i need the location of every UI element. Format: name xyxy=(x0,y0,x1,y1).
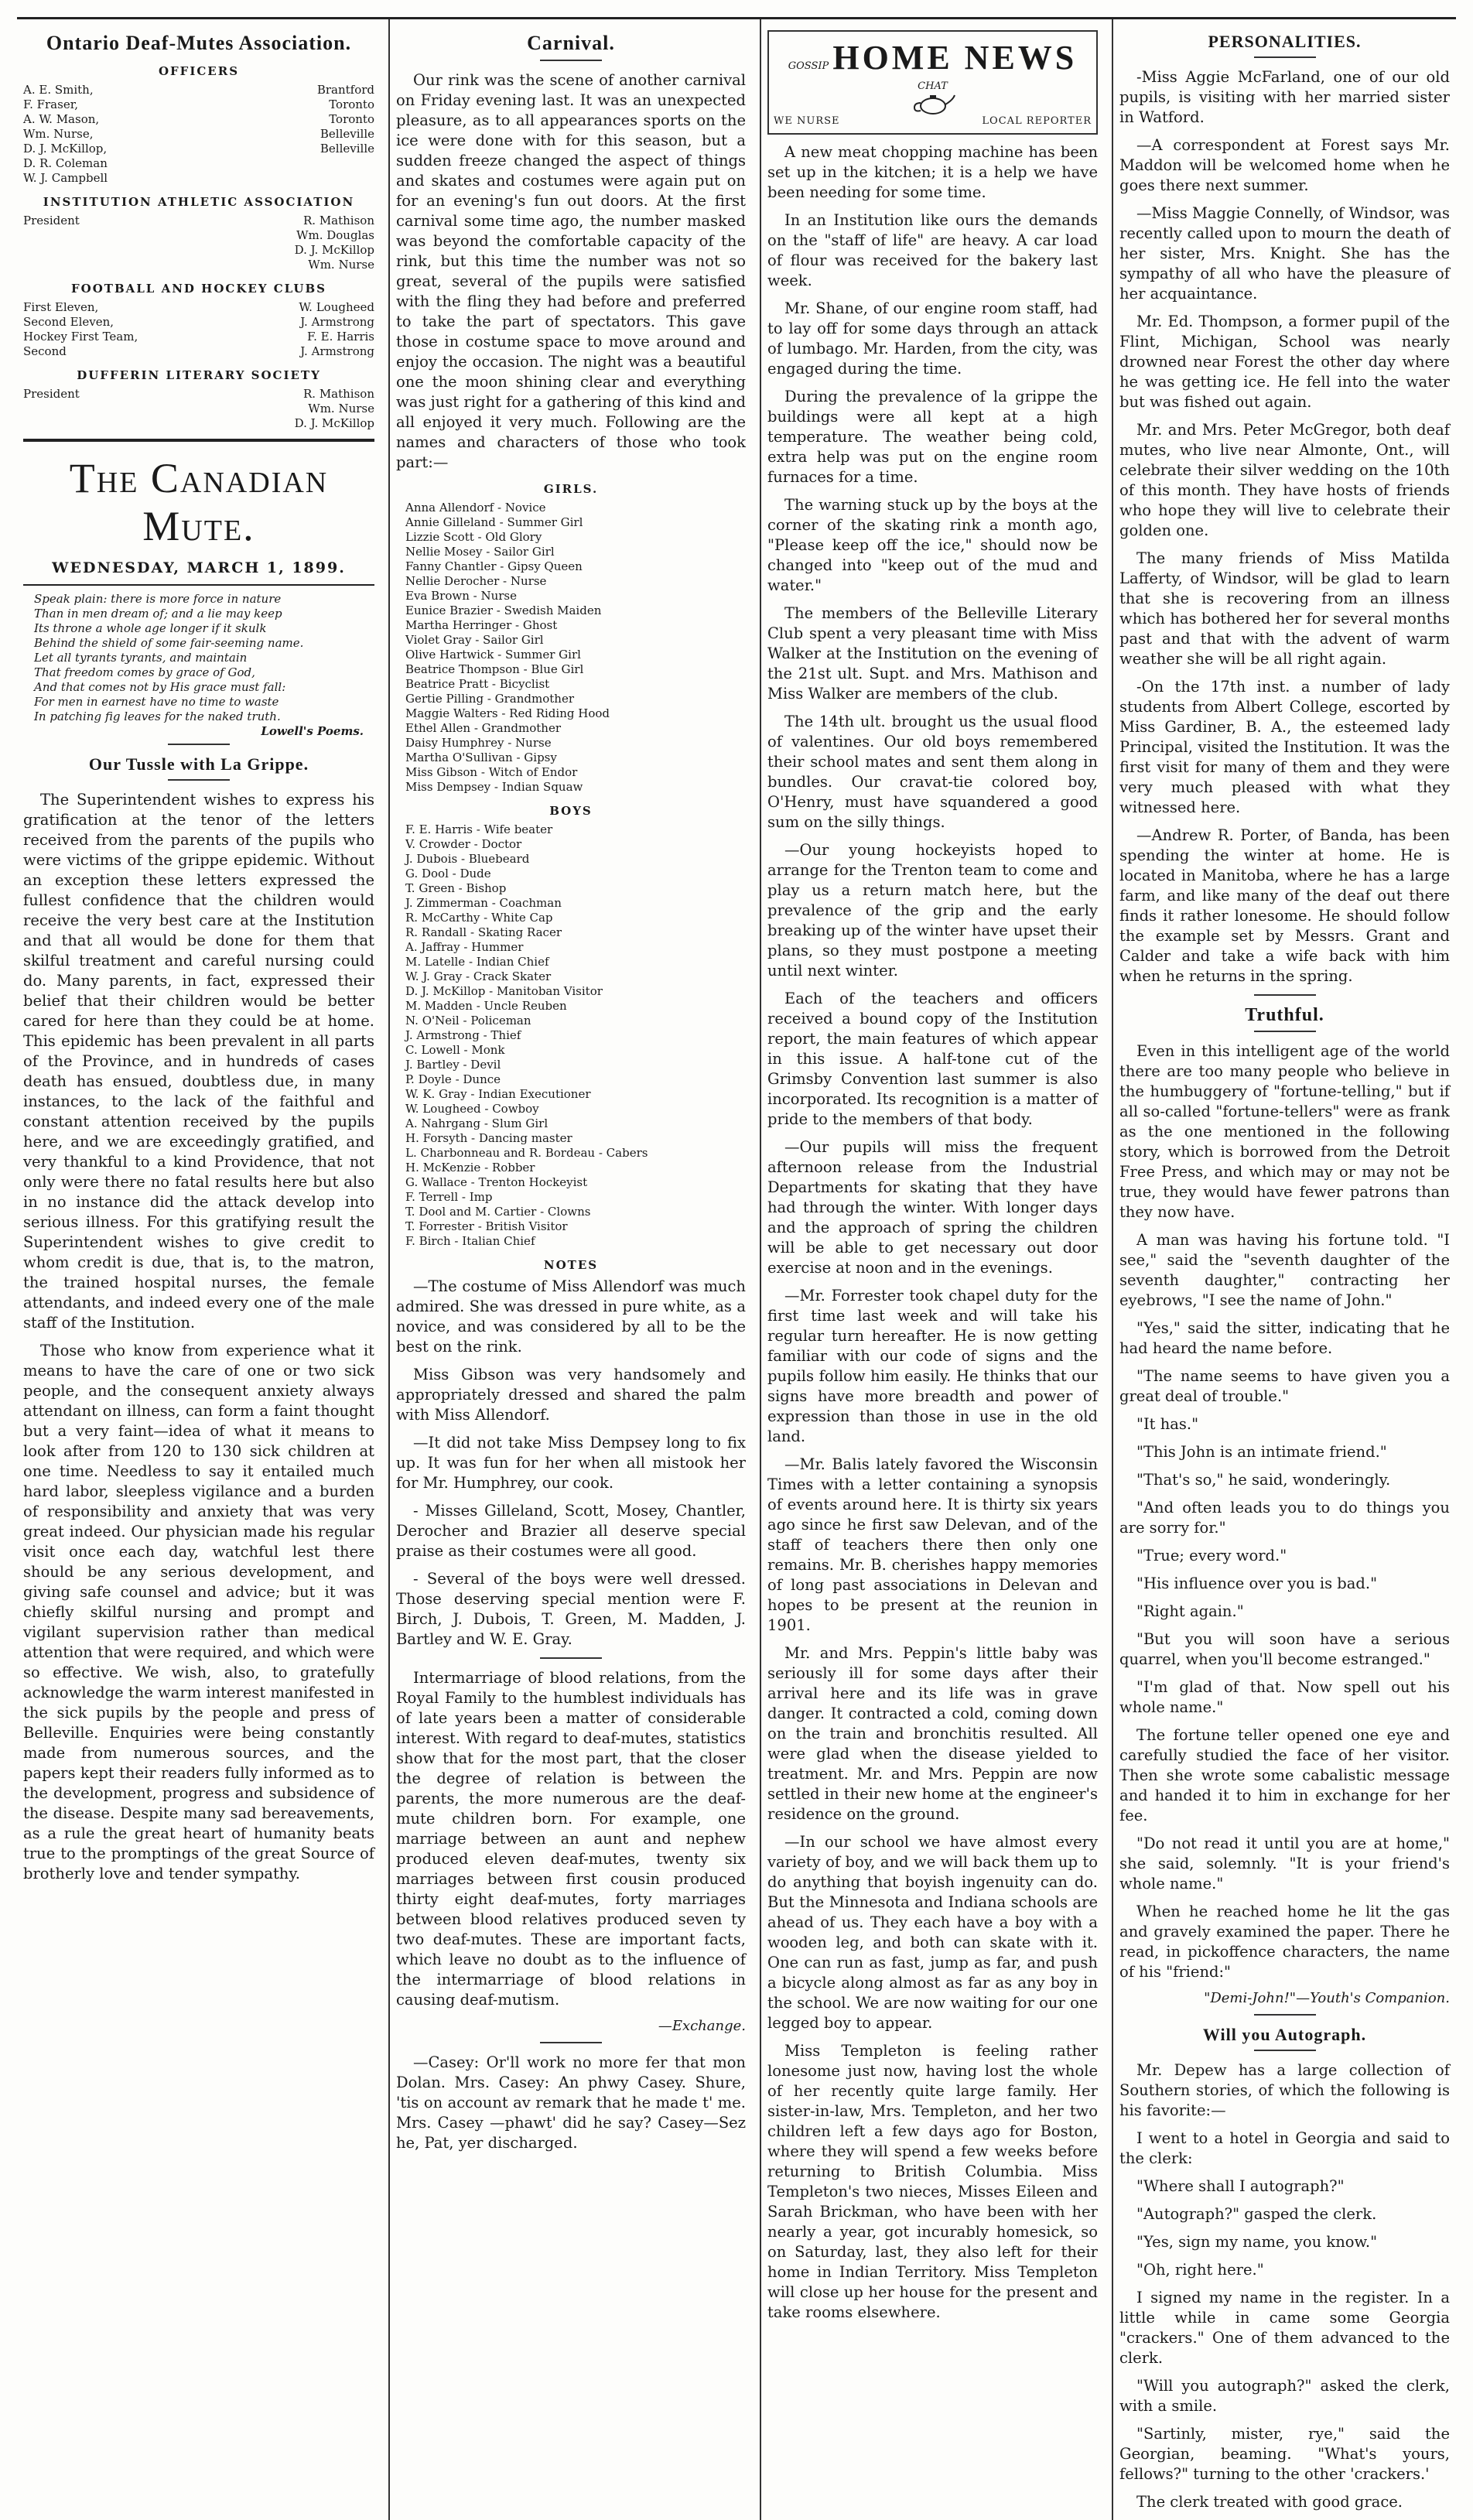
news-item: Each of the teachers and officers received a bound copy of the Institution report, the main features of which appear in this issue. A half-tone cut of the Grimsby Convention last summer is also incorporated. Its recognition is a matter of pride to the members of that body. xyxy=(767,990,1098,1128)
roster-row xyxy=(23,127,374,142)
grippe-title: Our Tussle with La Grippe. xyxy=(88,754,309,774)
dateline: WEDNESDAY, MARCH 1, 1899. xyxy=(23,559,374,586)
roster-role xyxy=(23,416,295,431)
list-item: H. Forsyth - Dancing master xyxy=(405,1131,572,1145)
paragraph: Mr. Depew has a large collection of Southern stories, of which the following is his favorite:— xyxy=(1119,2061,1450,2119)
paragraph: "Right again." xyxy=(1136,1602,1244,1620)
news-item: The members of the Belleville Literary Club spent a very pleasant time with Miss Walker at the Institution on the evening of the 21st ult. Supt. and Mrs. Mathison and Miss Walker are members of the club. xyxy=(767,604,1098,703)
poem-line: Let all tyrants tyrants, and maintain xyxy=(34,651,248,665)
roster-role: President xyxy=(23,214,80,227)
list-item: J. Armstrong - Thief xyxy=(405,1028,521,1042)
news-item: The 14th ult. brought us the usual flood of valentines. Our old boys remembered their school mates and sent them along in bundles. Our cravat-tie colored boy, O'Henry, must have squandered a good sum on the silly things. xyxy=(767,713,1098,831)
roster-row xyxy=(23,402,374,416)
association-title: Ontario Deaf-Mutes Association. xyxy=(46,32,352,54)
roster-name: Toronto xyxy=(329,112,374,126)
boys-list xyxy=(405,822,736,1249)
girls-heading: GIRLS. xyxy=(543,482,599,496)
list-item: V. Crowder - Doctor xyxy=(405,837,522,851)
list-item: T. Dool and M. Cartier - Clowns xyxy=(405,1205,591,1219)
roster-role: D. R. Coleman xyxy=(23,156,108,170)
poem-line: Its throne a whole age longer if it skulk xyxy=(34,621,267,635)
personalities-title: PERSONALITIES. xyxy=(1208,32,1362,51)
truthful-ending: "Demi-John!"—Youth's Companion. xyxy=(1204,1990,1450,2006)
roster-row xyxy=(23,315,374,330)
notes-list xyxy=(396,1277,746,1650)
intermarriage-article: Intermarriage of blood relations, from the Royal Family to the humblest individuals has of late years been a matter of considerable interest. With regard to deaf-mutes, statistics show that for the most part, that the closer the degree of relation is between the parents, the more numerous are the deaf-mute children born. For example, one marriage between an aunt and nephew produced eleven deaf-mutes, twenty six marriages between first cousin produced thirty eight deaf-mutes, forty marriages between blood relatives produced seven ty two deaf-mutes. These are important facts, which leave no doubt as to the influence of the intermarriage of blood relations in causing deaf-mutism. xyxy=(396,1669,746,2009)
paragraph: When he reached home he lit the gas and gravely examined the paper. There he read, in pickoffence characters, the name of his "friend:" xyxy=(1119,1903,1450,1981)
list-item: Miss Dempsey - Indian Squaw xyxy=(405,780,583,794)
roster-row xyxy=(23,387,374,402)
roster-row xyxy=(23,97,374,112)
paragraph: "Yes," said the sitter, indicating that he had heard the name before. xyxy=(1119,1319,1450,1357)
roster-name: F. E. Harris xyxy=(307,330,374,344)
column-2 xyxy=(388,19,752,2520)
list-item: Annie Gilleland - Summer Girl xyxy=(405,515,583,529)
paragraph: Even in this intelligent age of the world there are too many people who believe in the humbuggery of "fortune-telling," but if all so-called "fortune-tellers" were as frank as the one mentioned in the following story, which is borrowed from the Detroit Free Press, and which may or may not be true, they would have fewer patrons than they now have. xyxy=(1119,1042,1450,1221)
paragraph: "This John is an intimate friend." xyxy=(1136,1443,1387,1461)
home-news-items xyxy=(767,142,1098,2323)
list-item: G. Wallace - Trenton Hockeyist xyxy=(405,1175,588,1189)
paragraph: I signed my name in the register. In a little while in came some Georgia "crackers." One of them advanced to the clerk. xyxy=(1119,2289,1450,2367)
list-item: Martha Herringer - Ghost xyxy=(405,618,558,632)
news-item: Mr. and Mrs. Peppin's little baby was seriously ill for some days after their arrival here and its life was in grave danger. It contracted a cold, coming down on the train and bronchitis resulted. All were glad when the disease yielded to treatment. Mr. and Mrs. Peppin are now settled in their new home at the engineer's residence on the ground. xyxy=(767,1644,1098,1823)
roster-row xyxy=(23,142,374,156)
roster-name: W. Lougheed xyxy=(299,300,374,314)
list-item: W. Lougheed - Cowboy xyxy=(405,1102,539,1116)
roster-name: Wm. Douglas xyxy=(296,228,374,242)
paragraph: "But you will soon have a serious quarrel, when you'll become estranged." xyxy=(1119,1630,1450,1668)
list-item: W. K. Gray - Indian Executioner xyxy=(405,1087,591,1101)
roster-role: A. E. Smith, xyxy=(23,83,94,97)
literary-list xyxy=(23,387,374,431)
news-item: -Miss Aggie McFarland, one of our old pupils, is visiting with her married sister in Watford. xyxy=(1119,68,1450,126)
paragraph: "Will you autograph?" asked the clerk, with a smile. xyxy=(1119,2377,1450,2415)
roster-role: Second Eleven, xyxy=(23,315,114,329)
list-item: M. Madden - Uncle Reuben xyxy=(405,999,567,1013)
news-item: —Mr. Forrester took chapel duty for the first time last week and will take his regular turn hereafter. He is now getting familiar with our code of signs and the pupils follow him easily. He thinks that our signs have more breadth and power of expression than those in use in the old land. xyxy=(767,1287,1098,1445)
news-item: —Andrew R. Porter, of Banda, has been spending the winter at home. He is located in Manitoba, where he has a large farm, and like many of the deaf out there finds it rather lonesome. He should follow the example set by Messrs. Grant and Calder and take a wife back with him when he returns in the spring. xyxy=(1119,826,1450,985)
paragraph: "It has." xyxy=(1136,1415,1199,1433)
roster-role: Hockey First Team, xyxy=(23,330,138,344)
poem-line: Speak plain: there is more force in nature xyxy=(34,592,282,606)
paragraph: —It did not take Miss Dempsey long to fix up. It was fun for her when all mistook her for Mr. Humphrey, our cook. xyxy=(396,1434,746,1492)
teapot-icon xyxy=(910,92,956,115)
athletic-list xyxy=(23,214,374,272)
news-item: Mr. and Mrs. Peter McGregor, both deaf mutes, who live near Almonte, Ont., will celebrate their silver wedding on the 10th of this month. They have hosts of friends who hope they will live to celebrate their golden one. xyxy=(1119,421,1450,539)
roster-name: J. Armstrong xyxy=(300,315,374,329)
roster-role: Second xyxy=(23,344,67,358)
paragraph: "I'm glad of that. Now spell out his whole name." xyxy=(1119,1678,1450,1716)
grippe-article xyxy=(23,790,374,1884)
masthead-tag-right: LOCAL REPORTER xyxy=(982,115,1092,127)
paragraph: "Yes, sign my name, you know." xyxy=(1136,2233,1378,2251)
list-item: A. Jaffray - Hummer xyxy=(405,940,524,954)
paragraph: "That's so," he said, wonderingly. xyxy=(1136,1471,1391,1489)
roster-role xyxy=(23,258,308,272)
news-item: Miss Templeton is feeling rather lonesome just now, having lost the whole of her recently quite large family. Her sister-in-law, Mrs. Templeton, and her two children left a few days ago for Boston, where they will spend a few weeks before returning to British Columbia. Miss Templeton's two nieces, Misses Eileen and Sarah Brickman, who have been with her nearly a year, got incurably homesick, so on Saturday, last, they also left for their home in Indian Territory. Miss Templeton will close up her house for the present and take rooms elsewhere. xyxy=(767,2042,1098,2321)
roster-role: F. Fraser, xyxy=(23,97,78,111)
poem-line: And that comes not by His grace must fall: xyxy=(34,680,286,694)
paragraph: The clerk treated with good grace. xyxy=(1136,2493,1403,2511)
paragraph: "Do not read it until you are at home," she said, solemnly. "It is your friend's whole name." xyxy=(1119,1834,1450,1893)
news-item: —In our school we have almost every variety of boy, and we will back them up to do anything that boyish ingenuity can do. But the Minnesota and Indiana schools are ahead of us. They each have a boy with a wooden leg, and both can skate with it. One can run as fast, jump as far, and push a bicycle along almost as far as any boy in the school. We are now waiting for our one legged boy to appear. xyxy=(767,1833,1098,2032)
list-item: J. Zimmerman - Coachman xyxy=(405,896,562,910)
autograph-article xyxy=(1119,2060,1450,2512)
paragraph: "Oh, right here." xyxy=(1136,2261,1264,2279)
notes-heading: NOTES xyxy=(543,1258,599,1272)
paragraph: The Superintendent wishes to express his gratification at the tenor of the letters received from the parents of the pupils who were victims of the grippe epidemic. Without an exception these letters expressed the fullest confidence that the children would receive the very best care at the Institution and that all would be done for them that skilful treatment and careful nursing could do. Many parents, in fact, expressed their belief that their children would be better cared for here than they could be at home. This epidemic has been prevalent in all parts of the Province, and in hundreds of cases death has ensued, doubtless due, in many instances, to the lack of the faithful and constant attention received by the pupils here, and we are exceedingly gratified, and very thankful to a kind Providence, that not only were there no fatal results here but also in no instance did the attack develop into serious illness. For this gratifying result the Superintendent wishes to give credit to whom credit is due, that is, to the matron, the trained hospital nurses, the female attendants, and indeed every one of the male staff of the Institution. xyxy=(23,791,374,1332)
list-item: M. Latelle - Indian Chief xyxy=(405,955,549,969)
roster-role: W. J. Campbell xyxy=(23,171,108,185)
hockey-heading: FOOTBALL AND HOCKEY CLUBS xyxy=(71,282,326,296)
paragraph: A man was having his fortune told. "I see," said the "seventh daughter of the seventh daughter," contracting her eyebrows, "I see the name of John." xyxy=(1119,1231,1450,1309)
list-item: Beatrice Pratt - Bicyclist xyxy=(405,677,550,691)
list-item: G. Dool - Dude xyxy=(405,867,491,880)
home-news-masthead xyxy=(767,30,1098,135)
list-item: D. J. McKillop - Manitoban Visitor xyxy=(405,984,603,998)
list-item: T. Green - Bishop xyxy=(405,881,507,895)
list-item: P. Doyle - Dunce xyxy=(405,1072,501,1086)
hockey-list xyxy=(23,300,374,359)
roster-role xyxy=(23,228,296,243)
roster-name: Wm. Nurse xyxy=(308,402,374,415)
news-item: In an Institution like ours the demands on the "staff of life" are heavy. A car load of flour was received for the bakery last week. xyxy=(767,211,1098,289)
roster-name: Belleville xyxy=(320,142,374,156)
roster-role: First Eleven, xyxy=(23,300,99,314)
column-1 xyxy=(17,19,381,2520)
girls-list xyxy=(405,501,736,795)
masthead-tag-left: WE NURSE xyxy=(774,115,840,127)
roster-name: R. Mathison xyxy=(302,214,374,227)
news-item: The warning stuck up by the boys at the corner of the skating rink a month ago, "Please keep off the ice," should now be changed into "keep out of the mud and water." xyxy=(767,496,1098,594)
masthead-big-title: HOME NEWS xyxy=(832,39,1078,77)
list-item: Ethel Allen - Grandmother xyxy=(405,721,561,735)
paragraph: The fortune teller opened one eye and carefully studied the face of her visitor. Then she wrote some cabalistic message and handed it to him in exchange for her fee. xyxy=(1119,1726,1450,1824)
masthead-left-word: GOSSIP xyxy=(788,60,829,72)
news-item: -On the 17th inst. a number of lady students from Albert College, escorted by Miss Gardiner, B. A., the esteemed lady Principal, visited the Institution. It was the first visit for many of them and they were very much pleased with what they witnessed here. xyxy=(1119,678,1450,816)
news-item: —A correspondent at Forest says Mr. Maddon will be welcomed home when he goes there next summer. xyxy=(1119,136,1450,194)
paragraph: "Where shall I autograph?" xyxy=(1136,2177,1345,2195)
list-item: F. Birch - Italian Chief xyxy=(405,1234,535,1248)
carnival-title: Carnival. xyxy=(527,32,615,54)
list-item: J. Dubois - Bluebeard xyxy=(405,852,530,866)
roster-role: Wm. Nurse, xyxy=(23,127,94,141)
list-item: Nellie Mosey - Sailor Girl xyxy=(405,545,555,559)
list-item: Beatrice Thompson - Blue Girl xyxy=(405,662,584,676)
news-item: The many friends of Miss Matilda Lafferty, of Windsor, will be glad to learn that she is recovering from an illness which has bothered her for several months past and that with the advent of warm weather she will be all right again. xyxy=(1119,549,1450,668)
news-item: —Our pupils will miss the frequent afternoon release from the Industrial Departments for skating that they have had through the winter. With longer days and the approach of spring the children will be able to get necessary out door exercise at noon and in the evenings. xyxy=(767,1138,1098,1277)
officers-heading: OFFICERS xyxy=(158,64,240,78)
list-item: F. Terrell - Imp xyxy=(405,1190,493,1204)
poem-line: For men in earnest have no time to waste xyxy=(34,695,279,709)
news-item: —Miss Maggie Connelly, of Windsor, was recently called upon to mourn the death of her sister, Mrs. Knight. She has the sympathy of all who have the pleasure of her acquaintance. xyxy=(1119,204,1450,303)
roster-role: A. W. Mason, xyxy=(23,112,100,126)
poem-lines xyxy=(34,592,364,724)
roster-row xyxy=(23,344,374,359)
paragraph: I went to a hotel in Georgia and said to the clerk: xyxy=(1119,2129,1450,2167)
poem-line: That freedom comes by grace of God, xyxy=(34,665,255,679)
roster-row xyxy=(23,83,374,97)
list-item: Maggie Walters - Red Riding Hood xyxy=(405,706,610,720)
roster-row xyxy=(23,228,374,243)
roster-row xyxy=(23,300,374,315)
list-item: A. Nahrgang - Slum Girl xyxy=(405,1116,549,1130)
roster-name: D. J. McKillop xyxy=(294,243,374,257)
truthful-title: Truthful. xyxy=(1245,1005,1324,1025)
list-item: Violet Gray - Sailor Girl xyxy=(405,633,544,647)
column-4 xyxy=(1112,19,1456,2520)
roster-name: Brantford xyxy=(316,83,374,97)
list-item: Olive Hartwick - Summer Girl xyxy=(405,648,581,662)
personalities-items xyxy=(1119,67,1450,986)
roster-name: R. Mathison xyxy=(302,387,374,401)
roster-row xyxy=(23,214,374,228)
poem-line: Than in men dream of; and a lie may keep xyxy=(34,607,282,621)
list-item: Eunice Brazier - Swedish Maiden xyxy=(405,604,602,617)
roster-name: J. Armstrong xyxy=(300,344,374,358)
masthead-right-word: CHAT xyxy=(918,80,948,92)
news-item: Mr. Ed. Thompson, a former pupil of the Flint, Michigan, School was nearly drowned near Forest the other day where he was getting ice. He fell into the water but was fished out again. xyxy=(1119,313,1450,411)
roster-role: President xyxy=(23,387,80,401)
news-item: During the prevalence of la grippe the buildings were all kept at a high temperature. The weather being cold, extra help was put on the engine room furnaces for a time. xyxy=(767,388,1098,486)
officers-list xyxy=(23,83,374,186)
poem xyxy=(34,592,364,739)
roster-row xyxy=(23,156,374,171)
list-item: Lizzie Scott - Old Glory xyxy=(405,530,542,544)
paragraph: - Misses Gilleland, Scott, Mosey, Chantler, Derocher and Brazier all deserve special praise as their costumes were all good. xyxy=(396,1502,746,1560)
roster-row xyxy=(23,416,374,431)
roster-row xyxy=(23,258,374,272)
list-item: Nellie Derocher - Nurse xyxy=(405,574,547,588)
autograph-title: Will you Autograph. xyxy=(1202,2025,1367,2044)
roster-name: Wm. Nurse xyxy=(308,258,374,272)
newspaper-page xyxy=(17,17,1456,2511)
column-3 xyxy=(760,19,1104,2520)
roster-role xyxy=(23,402,308,416)
paragraph: "Autograph?" gasped the clerk. xyxy=(1136,2205,1377,2223)
boys-heading: BOYS xyxy=(549,804,593,818)
intermarriage-credit: —Exchange. xyxy=(658,2018,746,2034)
paragraph: "The name seems to have given you a great deal of trouble." xyxy=(1119,1367,1450,1405)
list-item: R. Randall - Skating Racer xyxy=(405,925,562,939)
truthful-article xyxy=(1119,1041,1450,1982)
casey-joke: —Casey: Or'll work no more fer that mon Dolan. Mrs. Casey: An phwy Casey. Shure, 'tis on account av remark that he made t' me. Mrs. Casey —phawt' did he say? Casey—Sez he, Pat, yer discharged. xyxy=(396,2053,746,2152)
list-item: T. Forrester - British Visitor xyxy=(405,1219,568,1233)
roster-name: Belleville xyxy=(320,127,374,141)
list-item: Miss Gibson - Witch of Endor xyxy=(405,765,578,779)
paragraph: "And often leads you to do things you are sorry for." xyxy=(1119,1499,1450,1537)
list-item: Eva Brown - Nurse xyxy=(405,589,517,603)
paragraph: "Sartinly, mister, rye," said the Georgian, beaming. "What's yours, fellows?" turning to the other 'crackers.' xyxy=(1119,2425,1450,2483)
list-item: Fanny Chantler - Gipsy Queen xyxy=(405,559,583,573)
paragraph: "True; every word." xyxy=(1136,1547,1287,1564)
list-item: N. O'Neil - Policeman xyxy=(405,1014,531,1027)
list-item: Gertie Pilling - Grandmother xyxy=(405,692,574,706)
roster-name: Toronto xyxy=(329,97,374,111)
roster-role: D. J. McKillop, xyxy=(23,142,108,156)
masthead-title: The Canadian Mute. xyxy=(23,439,374,550)
athletic-heading: INSTITUTION ATHLETIC ASSOCIATION xyxy=(43,195,355,209)
carnival-intro: Our rink was the scene of another carnival on Friday evening last. It was an unexpected pleasure, as to all appearances sports on the ice were done with for this season, but a sudden freeze changed the aspect of things and skates and costumes were again put on for an evening's fun out doors. At the first carnival some time ago, the number masked was beyond the comfortable capacity of the rink, but this time the number was not so great, several of the pupils were satisfied with the fling they had before and preferred to take the part of spectators. This gave those in costume space to move around and enjoy the occasion. The night was a beautiful one the moon shining clear and everything was just right for a gathering of this kind and all enjoyed it very much. Following are the names and characters of those who took part:— xyxy=(396,71,746,471)
paragraph: —The costume of Miss Allendorf was much admired. She was dressed in pure white, as a novice, and was considered by all to be the best on the rink. xyxy=(396,1277,746,1356)
poem-line: Behind the shield of some fair-seeming name. xyxy=(34,636,304,650)
news-item: A new meat chopping machine has been set up in the kitchen; it is a help we have been needing for some time. xyxy=(767,143,1098,201)
literary-heading: DUFFERIN LITERARY SOCIETY xyxy=(77,368,321,382)
list-item: L. Charbonneau and R. Bordeau - Cabers xyxy=(405,1146,648,1160)
paragraph: Those who know from experience what it means to have the care of one or two sick people, and the consequent anxiety always attendant on illness, can form a faint thought but a very faint—idea of what it means to look after from 120 to 130 sick children at one time. Needless to say it entailed much hard labor, sleepless vigilance and a burden of responsibility and anxiety that was very great indeed. Our physician made his regular visit once each day, watchful lest there should be any serious development, and giving safe counsel and advice; but it was chiefly skilful nursing and prompt and vigilant supervision rather than medical attention that were required, and which were so effective. We wish, also, to gratefully acknowledge the warm interest manifested in the sick pupils by the people and press of Belleville. Enquiries were being constantly made from numerous sources, and the papers kept their readers fully informed as to the development, progress and subsidence of the disease. Despite many sad bereavements, as a rule the great heart of humanity beats true to the promptings of the great Source of brotherly love and tender sympathy. xyxy=(23,1342,374,1882)
roster-role xyxy=(23,243,295,258)
list-item: C. Lowell - Monk xyxy=(405,1043,505,1057)
list-item: Anna Allendorf - Novice xyxy=(405,501,546,515)
list-item: Daisy Humphrey - Nurse xyxy=(405,736,552,750)
list-item: H. McKenzie - Robber xyxy=(405,1161,535,1175)
roster-name: D. J. McKillop xyxy=(294,416,374,430)
poem-credit: Lowell's Poems. xyxy=(261,724,364,738)
paragraph: "His influence over you is bad." xyxy=(1136,1575,1378,1592)
poem-line: In patching fig leaves for the naked truth. xyxy=(34,709,281,723)
list-item: R. McCarthy - White Cap xyxy=(405,911,553,925)
news-item: —Our young hockeyists hoped to arrange for the Trenton team to come and play us a return match here, but the prevalence of the grip and the early breaking up of the winter have upset their plans, so they must postpone a meeting until next winter. xyxy=(767,841,1098,980)
paragraph: - Several of the boys were well dressed. Those deserving special mention were F. Birch, J. Dubois, T. Green, M. Madden, J. Bartley and W. E. Gray. xyxy=(396,1570,746,1648)
roster-row xyxy=(23,330,374,344)
list-item: Martha O'Sullivan - Gipsy xyxy=(405,751,557,764)
news-item: Mr. Shane, of our engine room staff, had to lay off for some days through an attack of lumbago. Mr. Harden, from the city, was engaged during the time. xyxy=(767,299,1098,378)
paragraph: Miss Gibson was very handsomely and appropriately dressed and shared the palm with Miss Allendorf. xyxy=(396,1366,746,1424)
list-item: F. E. Harris - Wife beater xyxy=(405,822,553,836)
roster-row xyxy=(23,171,374,186)
news-item: —Mr. Balis lately favored the Wisconsin Times with a letter containing a synopsis of events around here. It is thirty six years ago since he first saw Delevan, and of the staff of teachers there then only one remains. Mr. B. cherishes happy memories of long past associations in Delevan and hopes to be present at the reunion in 1901. xyxy=(767,1455,1098,1634)
list-item: W. J. Gray - Crack Skater xyxy=(405,969,552,983)
roster-row xyxy=(23,243,374,258)
roster-row xyxy=(23,112,374,127)
list-item: J. Bartley - Devil xyxy=(405,1058,501,1072)
